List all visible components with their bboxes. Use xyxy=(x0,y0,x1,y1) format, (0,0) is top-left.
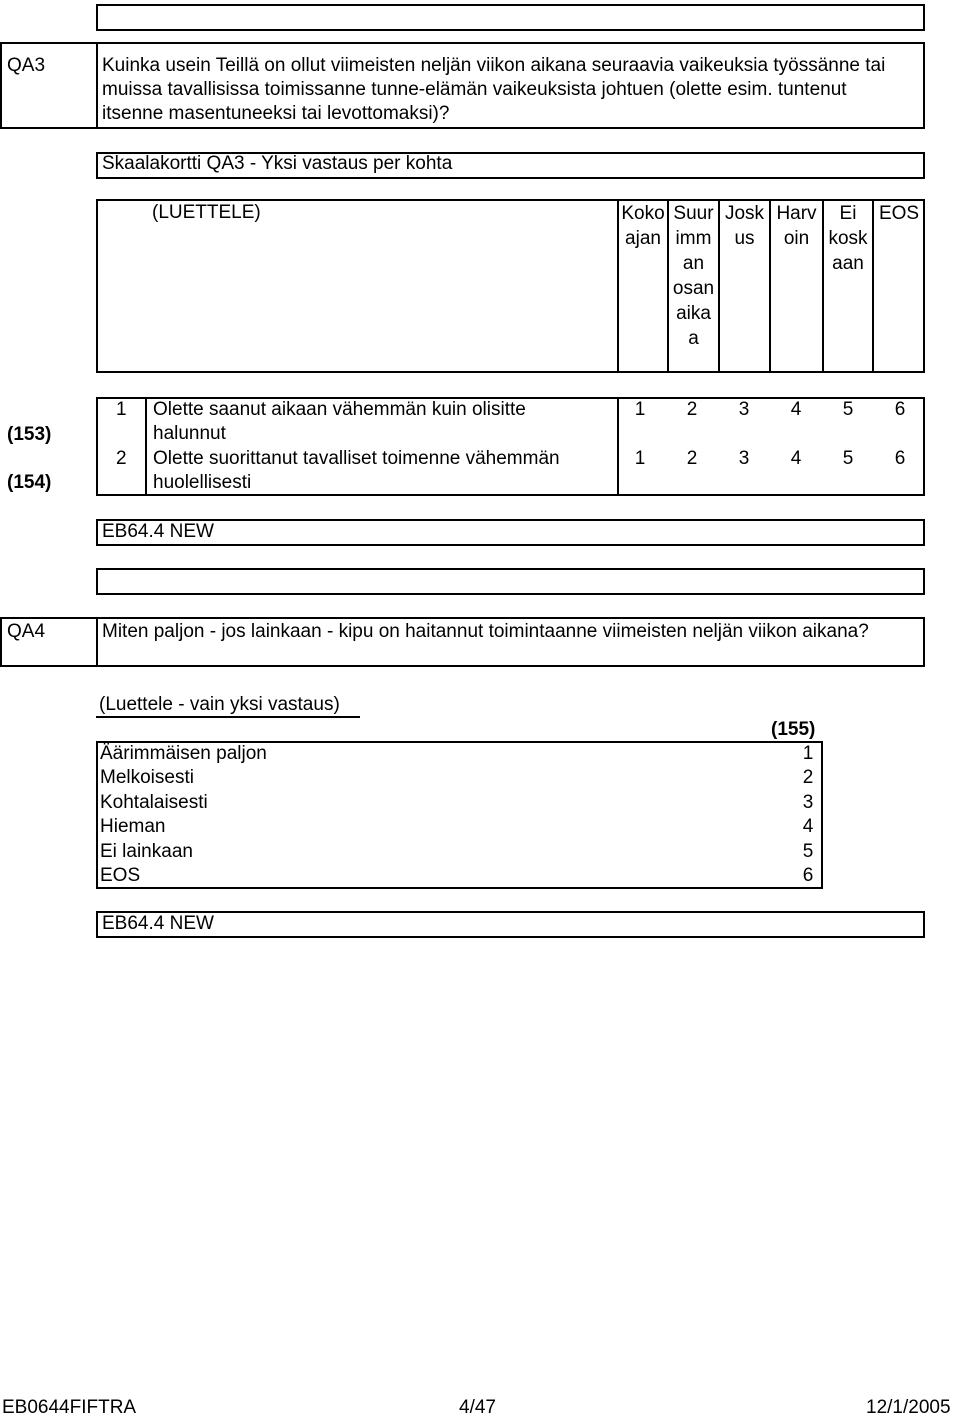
item-1-score: 6 xyxy=(894,399,906,420)
qa4-option-label: Äärimmäisen paljon xyxy=(100,743,267,764)
item-1-score: 5 xyxy=(842,399,854,420)
column-header-line: aika xyxy=(676,303,711,324)
qa3-list-label: (LUETTELE) xyxy=(152,202,261,223)
item-2-score: 4 xyxy=(790,448,802,469)
footer-doc-id: EB0644FIFTRA xyxy=(2,1397,137,1418)
footer-date: 12/1/2005 xyxy=(866,1397,951,1418)
qa4-instruction: (Luettele - vain yksi vastaus) xyxy=(99,694,340,715)
qa4-option-label: Hieman xyxy=(100,816,166,837)
qa4-option-code: 3 xyxy=(802,792,814,813)
column-header-line: imm xyxy=(675,228,712,249)
qa4-var: (155) xyxy=(771,719,816,740)
qa3-question-line-2: muissa tavallisissa toimissanne tunne-elämän vaikeuksista johtuen (olette esim. tuntenut xyxy=(102,79,847,100)
item-1-text-line-1: Olette saanut aikaan vähemmän kuin olisitte xyxy=(153,399,526,420)
middle-empty-box xyxy=(96,568,925,595)
item-1-score: 4 xyxy=(790,399,802,420)
item-1-score: 3 xyxy=(738,399,750,420)
column-header-suurimman-osan-aikaa xyxy=(668,201,719,351)
top-empty-box xyxy=(96,4,925,31)
column-header-eos xyxy=(873,201,925,226)
column-header-line: a xyxy=(688,328,699,349)
column-header-line: Josk xyxy=(724,203,765,224)
item-1-score: 2 xyxy=(686,399,698,420)
qa4-option-label: EOS xyxy=(100,865,141,886)
column-header-line: oin xyxy=(783,228,810,249)
qa4-source: EB64.4 NEW xyxy=(102,913,214,934)
footer-page-number: 4/47 xyxy=(459,1397,496,1418)
column-header-line: Harv xyxy=(776,203,817,224)
qa4-option-label: Kohtalaisesti xyxy=(100,792,208,813)
item-1-number: 1 xyxy=(116,399,127,420)
item-2-score: 1 xyxy=(634,448,646,469)
item-2-score: 5 xyxy=(842,448,854,469)
qa3-instruction: Skaalakortti QA3 - Yksi vastaus per kohta xyxy=(102,153,453,174)
item-1-score: 1 xyxy=(634,399,646,420)
column-header-joskus xyxy=(719,201,770,251)
items-text-divider xyxy=(617,397,619,496)
qa3-question-line-1: Kuinka usein Teillä on ollut viimeisten neljän viikon aikana seuraavia vaikeuksia työssänne tai xyxy=(102,55,886,76)
column-header-line: Koko xyxy=(621,203,665,224)
qa4-option-code: 6 xyxy=(802,865,814,886)
item-1-text-line-2: halunnut xyxy=(153,423,226,444)
column-header-line: aan xyxy=(832,253,864,274)
item-2-text-line-2: huolellisesti xyxy=(153,472,252,493)
column-header-line: kosk xyxy=(828,228,868,249)
column-header-line: an xyxy=(682,253,705,274)
qa4-instruction-underline xyxy=(96,716,360,718)
item-1-var: (153) xyxy=(7,424,52,445)
column-header-line: osan xyxy=(672,278,715,299)
column-header-line: Ei xyxy=(839,203,857,224)
qa4-option-code: 4 xyxy=(802,816,814,837)
qa4-option-code: 5 xyxy=(802,841,814,862)
items-num-divider xyxy=(145,397,147,496)
qa4-source-box xyxy=(96,911,925,938)
column-header-line: EOS xyxy=(878,203,920,224)
qa4-option-code: 1 xyxy=(802,743,814,764)
item-2-score: 6 xyxy=(894,448,906,469)
column-header-koko-ajan xyxy=(618,201,668,251)
qa3-source-box xyxy=(96,519,925,546)
item-2-text-line-1: Olette suorittanut tavalliset toimenne vähemmän xyxy=(153,448,560,469)
qa4-option-label: Melkoisesti xyxy=(100,767,194,788)
item-2-var: (154) xyxy=(7,472,52,493)
qa4-question: Miten paljon - jos lainkaan - kipu on haitannut toimintaanne viimeisten neljän viikon aikana? xyxy=(102,621,869,642)
item-2-number: 2 xyxy=(116,448,127,469)
qa3-question-line-3: itsenne masentuneeksi tai levottomaksi)? xyxy=(102,103,450,124)
qa3-code: QA3 xyxy=(7,55,46,76)
item-2-score: 2 xyxy=(686,448,698,469)
column-header-ei-koskaan xyxy=(823,201,873,276)
qa4-option-code: 2 xyxy=(802,767,814,788)
column-header-line: ajan xyxy=(625,228,661,249)
qa4-option-label: Ei lainkaan xyxy=(100,841,193,862)
qa3-source: EB64.4 NEW xyxy=(102,521,214,542)
column-header-harvoin xyxy=(770,201,823,251)
column-header-line: Suur xyxy=(673,203,714,224)
qa4-code: QA4 xyxy=(7,621,46,642)
item-2-score: 3 xyxy=(738,448,750,469)
column-header-line: us xyxy=(734,228,755,249)
